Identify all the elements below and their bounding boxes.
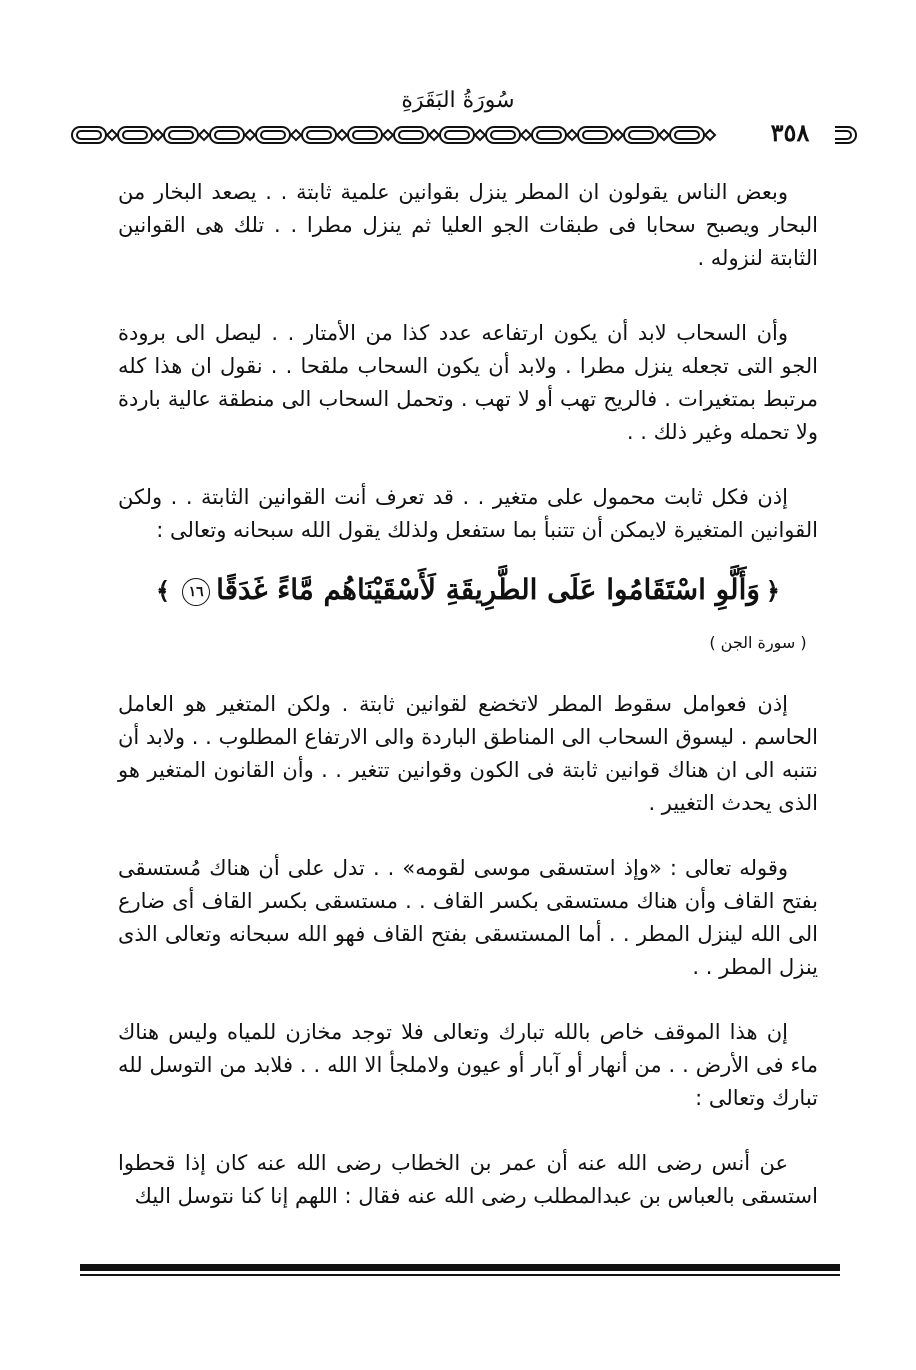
ornament-link-inner: [307, 131, 331, 139]
ornament-link-inner: [353, 131, 377, 139]
ornament-link-inner: [169, 131, 193, 139]
ornament-diamond: [567, 130, 577, 140]
ornament-link-inner: [675, 131, 699, 139]
paragraph-2: وأن السحاب لابد أن يكون ارتفاعه عدد كذا من الأمتار . . ليصل الى برودة الجو التى تجعله ينزل مطرا . ولابد أن يكون السحاب ملقحا . . نقول ان هذا كله مرتبط بمتغيرات . فالريح تهب أو لا تهب . وتحمل السحاب الى منطقة عالية باردة ولا تحمله وغير ذلك . .: [118, 321, 818, 444]
paragraph-4: إذن فعوامل سقوط المطر لاتخضع لقوانين ثابتة . ولكن المتغير هو العامل الحاسم . ليسوق السحاب الى المناطق الباردة والى الارتفاع المطلوب . . ولابد أن نتنبه الى ان هناك قوانين ثابتة فى الكون وقوانين تتغير . . وأن القانون المتغير هو الذى يحدث التغيير .: [118, 692, 818, 815]
ornament-link-inner: [399, 131, 423, 139]
ornament-diamond: [383, 130, 393, 140]
ornament-link-inner: [261, 131, 285, 139]
ornament-diamond: [521, 130, 531, 140]
verse-close-brace: ﴾: [156, 576, 171, 605]
paragraph-6: إن هذا الموقف خاص بالله تبارك وتعالى فلا توجد مخازن للمياه وليس هناك ماء فى الأرض . . من أنهار أو آبار أو عيون ولاملجأ الا الله . . فلابد من التوسل لله تبارك وتعالى :: [118, 1020, 818, 1110]
ornament-diamond: [613, 130, 623, 140]
verse-text: وَأَلَّوِ اسْتَقَامُوا عَلَى الطَّرِيقَةِ لَأَسْقَيْنَاهُم مَّاءً غَدَقًا: [216, 573, 760, 606]
header-ornament-border: [70, 122, 860, 148]
verse-open-brace: ﴿: [765, 576, 780, 605]
ornament-link-inner: [123, 131, 147, 139]
paragraph-1: وبعض الناس يقولون ان المطر ينزل بقوانين علمية ثابتة . . يصعد البخار من البحار ويصبح سحابا فى طبقات الجو العليا ثم ينزل مطرا . . تلك هى القوانين الثابتة لنزوله .: [118, 180, 818, 270]
ornament-link-inner: [537, 131, 561, 139]
ornament-link-inner: [491, 131, 515, 139]
ornament-link-inner: [215, 131, 239, 139]
ornament-diamond: [245, 130, 255, 140]
ornament-diamond: [291, 130, 301, 140]
ornament-link-inner: [445, 131, 469, 139]
paragraph-7: عن أنس رضى الله عنه أن عمر بن الخطاب رضى الله عنه كان إذا قحطوا استسقى بالعباس بن عبدالمطلب رضى الله عنه فقال : اللهم إنا كنا نتوسل اليك: [118, 1151, 818, 1208]
ayah-number-badge: ١٦: [182, 578, 210, 606]
paragraph-3: إذن فكل ثابت محمول على متغير . . قد تعرف أنت القوانين الثابتة . . ولكن القوانين المتغيرة لايمكن أن تتنبأ بما ستفعل ولذلك يقول الله سبحانه وتعالى :: [118, 485, 818, 542]
ornament-diamond: [337, 130, 347, 140]
ornament-diamond: [475, 130, 485, 140]
ornament-link-inner: [77, 131, 101, 139]
page-body: [118, 176, 818, 1213]
paragraph-5: وقوله تعالى : «وإذ استسقى موسى لقومه» . . تدل على أن هناك مُستسقى بفتح القاف وأن هناك مستسقى بكسر القاف . . مستسقى بكسر القاف أى ضارع الى الله لينزل المطر . . أما المستسقى بفتح القاف فهو الله سبحانه وتعالى الذى ينزل المطر . .: [118, 856, 818, 979]
ornament-diamond: [429, 130, 439, 140]
ornament-diamond: [153, 130, 163, 140]
footer-rule-thick: [80, 1264, 840, 1271]
ornament-link-inner: [583, 131, 607, 139]
verse-source: ( سورة الجن ): [709, 633, 807, 652]
page-number: ٣٥٨: [745, 118, 835, 147]
quran-verse: [118, 567, 818, 614]
ornament-diamond: [107, 130, 117, 140]
ornament-diamond: [705, 130, 715, 140]
ornament-diamond: [199, 130, 209, 140]
ornament-link-inner: [629, 131, 653, 139]
surah-title: سُورَةُ البَقَرَةِ: [401, 88, 515, 113]
footer-rule-thin: [80, 1274, 840, 1276]
ornament-diamond: [659, 130, 669, 140]
